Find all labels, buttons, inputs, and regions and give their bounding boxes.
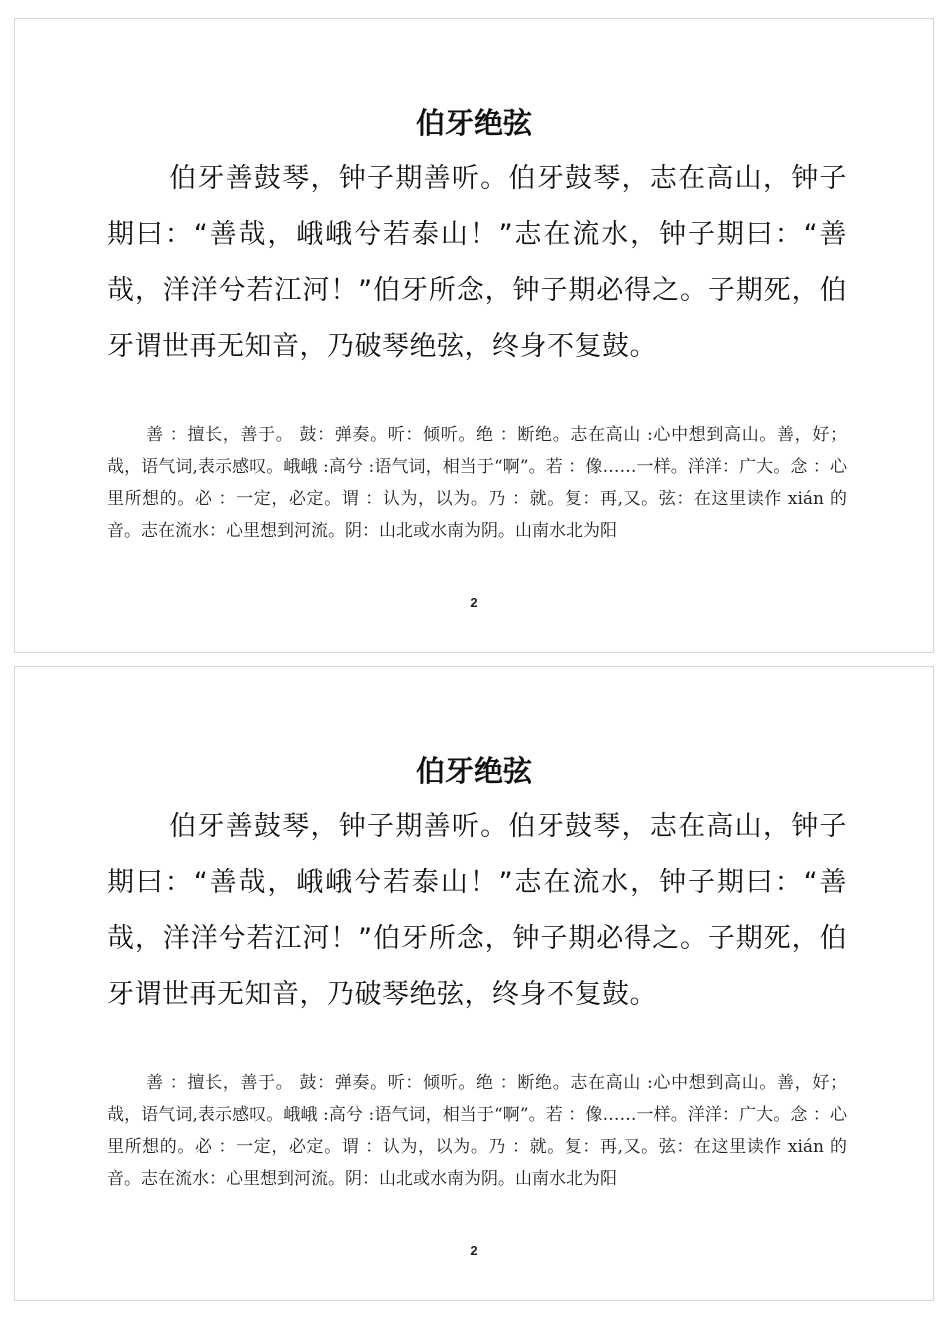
page-number: 2 (470, 595, 478, 610)
page-2 (14, 666, 934, 1301)
page-1 (14, 18, 934, 653)
page-title: 伯牙绝弦 (415, 754, 532, 788)
page-number: 2 (470, 1243, 478, 1258)
annotations: 善 ：擅长，善于。 鼓：弹奏。听：倾听。绝 ：断绝。志在高山 :心中想到高山。善，好；哉，语气词,表示感叹。峨峨 :高兮 :语气词，相当于“啊”。若 ：像……一样。洋洋：广大。念 ：心里所想的。必 ：一定，必定。谓 ：认为，以为。乃 ：就。复：再,又。弦：在这里读作 xián 的音。志在流水：心里想到河流。阴：山北或水南为阴。山南水北为阳 (107, 425, 847, 541)
page-title: 伯牙绝弦 (415, 106, 532, 140)
main-text: 伯牙善鼓琴，钟子期善听。伯牙鼓琴，志在高山，钟子期曰：“善哉，峨峨兮若泰山！”志在流水，钟子期曰：“善哉，洋洋兮若江河！”伯牙所念，钟子期必得之。子期死，伯牙谓世再无知音，乃破琴绝弦，终身不复鼓。 (107, 163, 847, 362)
main-text: 伯牙善鼓琴，钟子期善听。伯牙鼓琴，志在高山，钟子期曰：“善哉，峨峨兮若泰山！”志在流水，钟子期曰：“善哉，洋洋兮若江河！”伯牙所念，钟子期必得之。子期死，伯牙谓世再无知音，乃破琴绝弦，终身不复鼓。 (107, 811, 847, 1010)
annotations: 善 ：擅长，善于。 鼓：弹奏。听：倾听。绝 ：断绝。志在高山 :心中想到高山。善，好；哉，语气词,表示感叹。峨峨 :高兮 :语气词，相当于“啊”。若 ：像……一样。洋洋：广大。念 ：心里所想的。必 ：一定，必定。谓 ：认为，以为。乃 ：就。复：再,又。弦：在这里读作 xián 的音。志在流水：心里想到河流。阴：山北或水南为阴。山南水北为阳 (107, 1073, 847, 1189)
